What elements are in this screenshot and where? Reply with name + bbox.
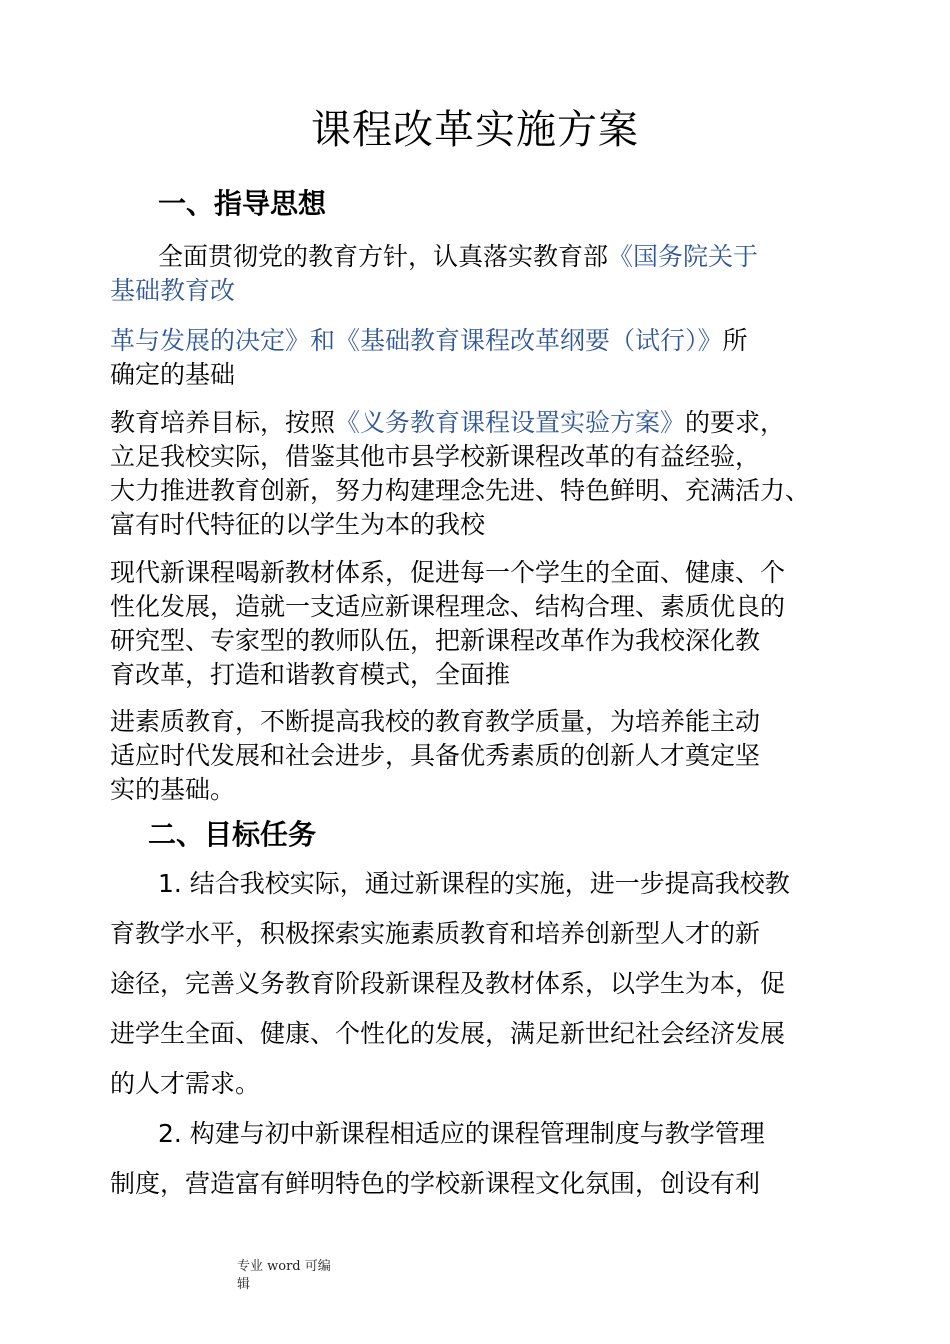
paragraph-line: 育改革，打造和谐教育模式，全面推: [110, 660, 511, 689]
footer-note: 专业 word 可编: [237, 1259, 331, 1274]
paragraph-line: 进学生全面、健康、个性化的发展，满足新世纪社会经济发展: [110, 1019, 786, 1048]
paragraph-line: 育教学水平，积极探索实施素质教育和培养创新型人才的新: [110, 919, 761, 948]
paragraph-line: 2. 构建与初中新课程相适应的课程管理制度与教学管理: [158, 1119, 765, 1148]
document-link[interactable]: 革与发展的决定》和《基础教育课程改革纲要（试行）》: [110, 326, 723, 355]
footer-note-continued: 辑: [237, 1277, 251, 1292]
paragraph-line: 研究型、专家型的教师队伍，把新课程改革作为我校深化教: [110, 626, 761, 655]
paragraph-line: 进素质教育，不断提高我校的教育教学质量，为培养能主动: [110, 707, 761, 736]
section-heading-objectives: 二、目标任务: [148, 818, 317, 851]
paragraph-line: 性化发展，造就一支适应新课程理念、结构合理、素质优良的: [110, 592, 786, 621]
document-link[interactable]: 基础教育改: [110, 276, 236, 305]
paragraph-line: 富有时代特征的以学生为本的我校: [110, 510, 486, 539]
paragraph-line: 1. 结合我校实际，通过新课程的实施，进一步提高我校教: [158, 869, 790, 898]
document-link[interactable]: 《义务教育课程设置实验方案》: [335, 408, 686, 437]
text-span: 所: [722, 326, 748, 355]
paragraph-line: 制度，营造富有鲜明特色的学校新课程文化氛围，创设有利: [110, 1169, 761, 1198]
paragraph-line: 确定的基础: [110, 360, 236, 389]
paragraph-line: 大力推进教育创新，努力构建理念先进、特色鲜明、充满活力、: [110, 476, 811, 505]
paragraph-line: 途径，完善义务教育阶段新课程及教材体系，以学生为本，促: [110, 969, 786, 998]
paragraph-line: 的人才需求。: [110, 1069, 261, 1098]
paragraph-line: [110, 326, 748, 356]
page-title: 课程改革实施方案: [311, 107, 639, 153]
document-link[interactable]: 《国务院关于: [608, 242, 759, 271]
text-span: 的要求，: [685, 408, 786, 437]
paragraph-line: 立足我校实际，借鉴其他市县学校新课程改革的有益经验，: [110, 442, 761, 471]
paragraph-line: [110, 408, 785, 438]
paragraph-line: 适应时代发展和社会进步，具备优秀素质的创新人才奠定坚: [110, 741, 761, 770]
section-heading-guiding-ideology: 一、指导思想: [158, 187, 327, 220]
text-span: 全面贯彻党的教育方针，认真落实教育部: [158, 242, 609, 271]
text-span: 教育培养目标，按照: [110, 408, 336, 437]
paragraph-line: 现代新课程喝新教材体系，促进每一个学生的全面、健康、个: [110, 558, 786, 587]
paragraph-line: [158, 242, 758, 272]
paragraph-line: 实的基础。: [110, 775, 236, 804]
